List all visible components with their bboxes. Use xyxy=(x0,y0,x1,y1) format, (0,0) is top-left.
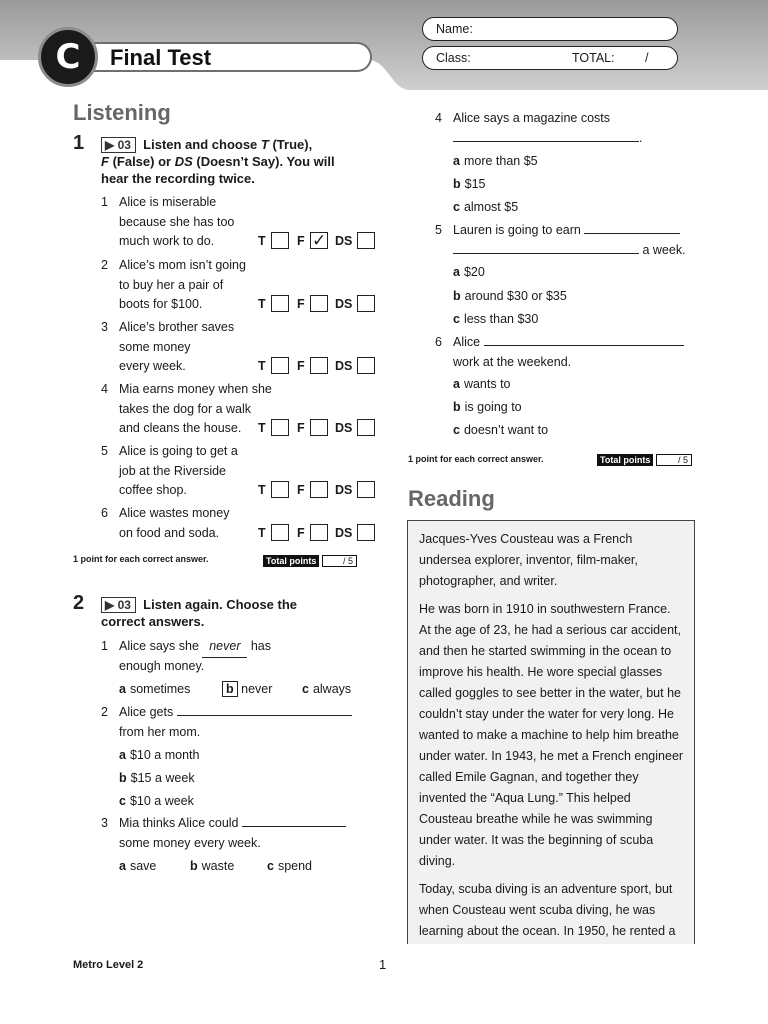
checkbox-t-item-6[interactable] xyxy=(271,524,289,541)
checkbox-f-item-3[interactable] xyxy=(310,357,328,374)
listening-title: Listening xyxy=(73,100,171,125)
q1-score-box: / 5 xyxy=(322,555,357,567)
q2-item-3-option-b[interactable]: b waste xyxy=(190,859,235,873)
statement-line: boots for $100. xyxy=(119,297,203,311)
item-number: 3 xyxy=(101,320,108,334)
q1-total-points-label: Total points xyxy=(263,555,319,567)
question-2-number: 2 xyxy=(73,592,85,614)
checkbox-f-item-4[interactable] xyxy=(310,419,328,436)
q2-item-2: 2 Alice gets from her mom. xyxy=(101,703,381,742)
statement-line: Alice wastes money xyxy=(119,506,230,520)
answer-label-ds: DS xyxy=(335,525,353,540)
answer-label-ds: DS xyxy=(335,421,353,435)
q2-item-2-option-b[interactable]: b $15 a week xyxy=(119,771,195,785)
answer-label-f: F xyxy=(297,483,305,497)
q2-item-3-option-a[interactable]: a save xyxy=(119,859,157,873)
q2-item-3-answer-blank[interactable] xyxy=(242,814,346,827)
answer-label-f: F xyxy=(297,297,305,311)
reading-paragraph: He was born in 1910 in southwestern France. At the age of 23, he had a serious car accident, and then he started swimming in the ocean to improve his health. He wore special glasses called goggles to see better in the water, but he couldn’t stay under the water for very long. He wanted to make a machine to help him breathe under water. In 1943, he met a French engineer called Emile Gagnan, and together they invented the “Aqua Lung.” This helped Cousteau breathe while he was swimming under water. It was the beginning of scuba diving. xyxy=(419,602,684,868)
test-version-badge xyxy=(38,27,98,87)
item-number: 2 xyxy=(101,258,108,272)
question-1-number: 1 xyxy=(73,132,85,154)
answer-label-t: T xyxy=(258,483,266,497)
q2-item-5-option-c[interactable]: c less than $30 xyxy=(453,312,539,326)
statement-line: to buy her a pair of xyxy=(119,277,224,292)
answer-label-f: F xyxy=(297,359,305,373)
checkbox-ds-item-3[interactable] xyxy=(357,357,375,374)
q2-item-6-answer-blank[interactable] xyxy=(484,333,684,346)
statement-line: and cleans the house. xyxy=(119,421,242,435)
answer-label-t: T xyxy=(258,359,266,373)
audio-track-badge[interactable]: ▶ 03 xyxy=(101,597,136,613)
statement-line: much work to do. xyxy=(119,234,215,248)
checkbox-t-item-2[interactable] xyxy=(271,295,289,312)
answer-label-ds: DS xyxy=(335,234,353,248)
checkbox-t-item-4[interactable] xyxy=(271,419,289,436)
statement-line: because she has too xyxy=(119,214,235,229)
question-2-instruction: ▶ 03 Listen again. Choose the correct answers. xyxy=(101,597,298,629)
answer-label-f: F xyxy=(297,234,305,248)
badge-letter: C xyxy=(55,37,81,77)
answer-label-ds: DS xyxy=(335,359,353,373)
total-slash: / xyxy=(645,51,649,65)
q2-item-3-option-c[interactable]: c spend xyxy=(267,859,313,873)
q2-item-4-option-b[interactable]: b $15 xyxy=(453,177,486,191)
q2-item-1-option-c[interactable]: c always xyxy=(302,682,352,696)
statement-line: some money xyxy=(119,339,191,354)
name-field[interactable] xyxy=(422,17,678,41)
q2-total-points-label: Total points xyxy=(597,454,653,466)
q2-item-4-answer-blank[interactable] xyxy=(453,129,639,142)
q2-item-5-answer-blank-2[interactable] xyxy=(453,241,639,254)
checkbox-t-item-3[interactable] xyxy=(271,357,289,374)
answer-label-t: T xyxy=(258,234,266,248)
item-number: 1 xyxy=(101,195,108,209)
q2-points-note: 1 point for each correct answer. xyxy=(408,454,544,464)
statement-line: Alice’s mom isn’t going xyxy=(119,258,246,272)
answer-label-ds: DS xyxy=(335,297,353,311)
checkbox-ds-item-5[interactable] xyxy=(357,481,375,498)
statement-line: job at the Riverside xyxy=(119,463,227,478)
audio-track-badge[interactable]: ▶ 03 xyxy=(101,137,136,153)
reading-passage xyxy=(407,520,695,944)
statement-line: coffee shop. xyxy=(119,483,187,497)
answer-label-f: F xyxy=(297,421,305,435)
answer-label-t: T xyxy=(258,421,266,435)
answer-label-f: F xyxy=(297,525,305,540)
checkbox-ds-item-2[interactable] xyxy=(357,295,375,312)
page-number: 1 xyxy=(379,957,387,972)
q2-item-1-option-a[interactable]: a sometimes xyxy=(119,682,191,696)
checkbox-ds-item-6[interactable] xyxy=(357,524,375,541)
question-1-instruction: ▶ 03 Listen and choose T (True), F (False) or DS (Doesn’t Say). You will hear the recording twice. xyxy=(101,137,335,186)
checkbox-f-item-6[interactable] xyxy=(310,524,328,541)
item-number: 6 xyxy=(101,506,108,520)
q2-item-5-option-a[interactable]: a $20 xyxy=(453,265,485,279)
q2-item-5: 5 Lauren is going to earn a week. xyxy=(435,223,686,257)
q2-item-2-answer-blank[interactable] xyxy=(177,703,352,716)
statement-line: Alice’s brother saves xyxy=(119,320,235,334)
statement-line: Mia earns money when she xyxy=(119,382,272,396)
statement-line: Alice is miserable xyxy=(119,195,217,209)
item-number: 4 xyxy=(101,382,108,396)
q2-item-1-answer: never xyxy=(202,637,247,658)
class-label: Class: xyxy=(436,51,471,65)
statement-line: takes the dog for a walk xyxy=(119,401,252,416)
checkbox-ds-item-4[interactable] xyxy=(357,419,375,436)
q2-item-1-option-b[interactable]: b never xyxy=(222,680,272,700)
q2-item-6-option-a[interactable]: a wants to xyxy=(453,377,511,391)
statement-line: Alice is going to get a xyxy=(119,444,238,458)
class-total-field[interactable] xyxy=(422,46,678,70)
checkbox-f-item-5[interactable] xyxy=(310,481,328,498)
reading-paragraph: Today, scuba diving is an adventure sport, but when Cousteau went scuba diving, he was learning about the ocean. In 1950, he rented a xyxy=(419,882,676,938)
total-label: TOTAL: xyxy=(572,51,615,65)
checkbox-t-item-5[interactable] xyxy=(271,481,289,498)
q2-item-6-option-c[interactable]: c doesn’t want to xyxy=(453,423,549,437)
footer-level: Metro Level 2 xyxy=(73,959,144,971)
reading-title: Reading xyxy=(408,486,495,511)
q2-item-4-option-c[interactable]: c almost $5 xyxy=(453,200,519,214)
q2-item-6-option-b[interactable]: b is going to xyxy=(453,400,522,414)
page-title: Final Test xyxy=(110,45,212,70)
answer-label-t: T xyxy=(258,297,266,311)
q2-item-5-option-b[interactable]: b around $30 or $35 xyxy=(453,289,567,303)
q2-item-4: 4 Alice says a magazine costs . xyxy=(435,111,643,145)
statement-line: every week. xyxy=(119,359,186,373)
q2-item-5-answer-blank-1[interactable] xyxy=(584,221,680,234)
q2-item-2-option-c[interactable]: c $10 a week xyxy=(119,794,194,808)
name-label: Name: xyxy=(436,22,473,36)
selected-option-marker: b xyxy=(222,681,238,697)
checkbox-t-item-1[interactable] xyxy=(271,232,289,249)
q1-points-note: 1 point for each correct answer. xyxy=(73,554,209,564)
q2-item-1: 1 Alice says she never has enough money. xyxy=(101,639,272,673)
title-bar xyxy=(88,42,372,72)
q2-item-6: 6 Alice work at the weekend. xyxy=(435,333,695,372)
q2-item-4-option-a[interactable]: a more than $5 xyxy=(453,154,538,168)
answer-label-t: T xyxy=(258,525,266,540)
q2-score-box: / 5 xyxy=(656,454,692,466)
q2-item-2-option-a[interactable]: a $10 a month xyxy=(119,748,200,762)
item-number: 5 xyxy=(101,444,108,458)
statement-line: on food and soda. xyxy=(119,525,220,540)
reading-paragraph: Jacques-Yves Cousteau was a French undersea explorer, inventor, film-maker, photographer, and writer. xyxy=(419,532,638,588)
answer-label-ds: DS xyxy=(335,483,353,497)
q2-item-3: 3 Mia thinks Alice could some money every week. xyxy=(101,814,381,853)
checkbox-ds-item-1[interactable] xyxy=(357,232,375,249)
checkbox-f-item-1[interactable] xyxy=(310,232,328,249)
checkbox-f-item-2[interactable] xyxy=(310,295,328,312)
